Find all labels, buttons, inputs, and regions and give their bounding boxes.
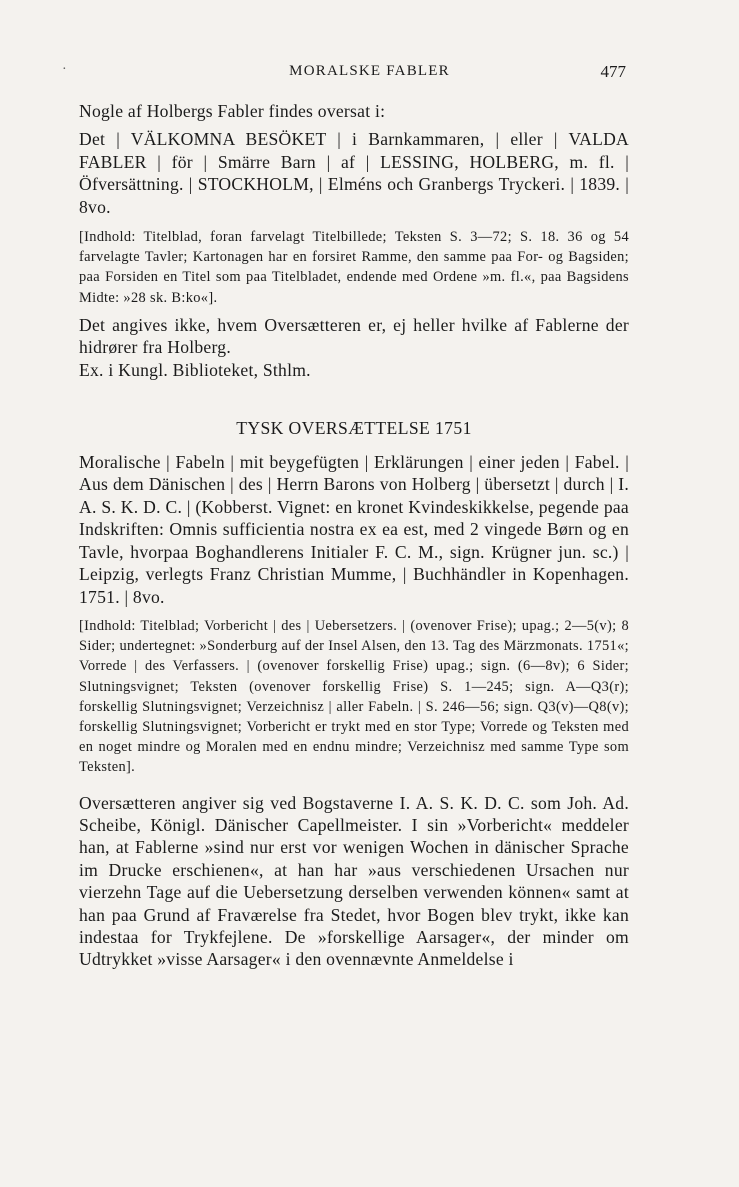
- german-edition-title: Moralische | Fabeln | mit beygefügten | Erklärungen | einer jeden | Fabel. | Aus dem Dänischen | des | Herrn Barons von Holberg | übersetzt | durch | I. A. S. K. D. C. | (Kobberst. Vignet: en kronet Kvindeskikkelse, pegende paa Indskriften: Omnis sufficientia nostra ex ea est, med 2 vingede Børn og en Tavle, hvorpaa Boghandlerens Initialer F. C. M., sign. Krügner jun. sc.) | Leipzig, verlegts Franz Christian Mumme, | Buchhändler in Kopenhagen. 1751. | 8vo.: [79, 452, 629, 607]
- page-number: 477: [600, 62, 626, 81]
- swedish-edition-title: Det | VÄLKOMNA BESÖKET | i Barnkammaren, | eller | VALDA FABLER | för | Smärre Barn | af | LESSING, HOLBERG, m. fl. | Öfversättning. | STOCKHOLM, | Elméns och Granbergs Tryckeri. | 1839. | 8vo.: [79, 129, 629, 217]
- swedish-edition-contents: [Indhold: Titelblad, foran farvelagt Titelbillede; Teksten S. 3—72; S. 18. 36 og 54 farvelagte Tavler; Kartonagen har en forsiret Ramme, den samme paa For- og Bagsiden; paa Forsiden en Titel som paa Titelbladet, endende med Ordene »m. fl.«, paa Bagsidens Midte: »28 sk. B:ko«].: [79, 229, 629, 306]
- intro-paragraph: Nogle af Holbergs Fabler findes oversat i:: [79, 101, 386, 121]
- margin-mark: ·: [62, 62, 67, 77]
- page-header: [0, 62, 739, 86]
- running-title: MORALSKE FABLER: [289, 63, 450, 79]
- swedish-edition-note: Det angives ikke, hvem Oversætteren er, ej heller hvilke af Fablerne der hidrører fra Holberg.: [79, 314, 629, 358]
- swedish-edition-copy: Ex. i Kungl. Biblioteket, Sthlm.: [79, 359, 311, 380]
- german-edition-contents: [Indhold: Titelblad; Vorbericht | des | Uebersetzers. | (ovenover Frise); upag.; 2—5(v); 8 Sider; undertegnet: »Sonderburg auf der Insel Alsen, den 13. Tag des Märzmonats. 1751«; Vorrede | des Verfassers. | (ovenover forskellig Frise) upag.; sign. (6—8v); 6 Sider; Slutningsvignet; Teksten (ovenover forskellig Frise) S. 1—245; sign. A—Q3(r); forskellig Slutningsvignet; Verzeichnisz | aller Fabeln. | S. 246—56; sign. Q3(v)—Q8(v); forskellig Slutningsvignet; Vorbericht er trykt med en stor Type; Vorrede og Teksten med en noget mindre og Moralen med en endnu mindre; Verzeichnisz med samme Type som Teksten].: [79, 617, 629, 776]
- section-heading: TYSK OVERSÆTTELSE 1751: [236, 418, 472, 439]
- page-body: [79, 100, 629, 971]
- german-edition-note: Oversætteren angiver sig ved Bogstaverne I. A. S. K. D. C. som Joh. Ad. Scheibe, Königl. Dänischer Capellmeister. I sin »Vorbericht« meddeler han, at Fablerne »sind nur erst vor wenigen Wochen in dänischer Sprache im Drucke erschienen«, at han har »aus verschiedenen Ursachen nur vierzehn Tage auf die Uebersetzung derselben verwenden können« samt at han paa Grund af Fraværelse fra Stedet, hvor Bogen blev trykt, ikke kan indestaa for Trykfejlene. De »forskellige Aarsager«, der minder om Udtrykket »visse Aarsager« i den ovennævnte Anmeldelse i: [79, 792, 629, 970]
